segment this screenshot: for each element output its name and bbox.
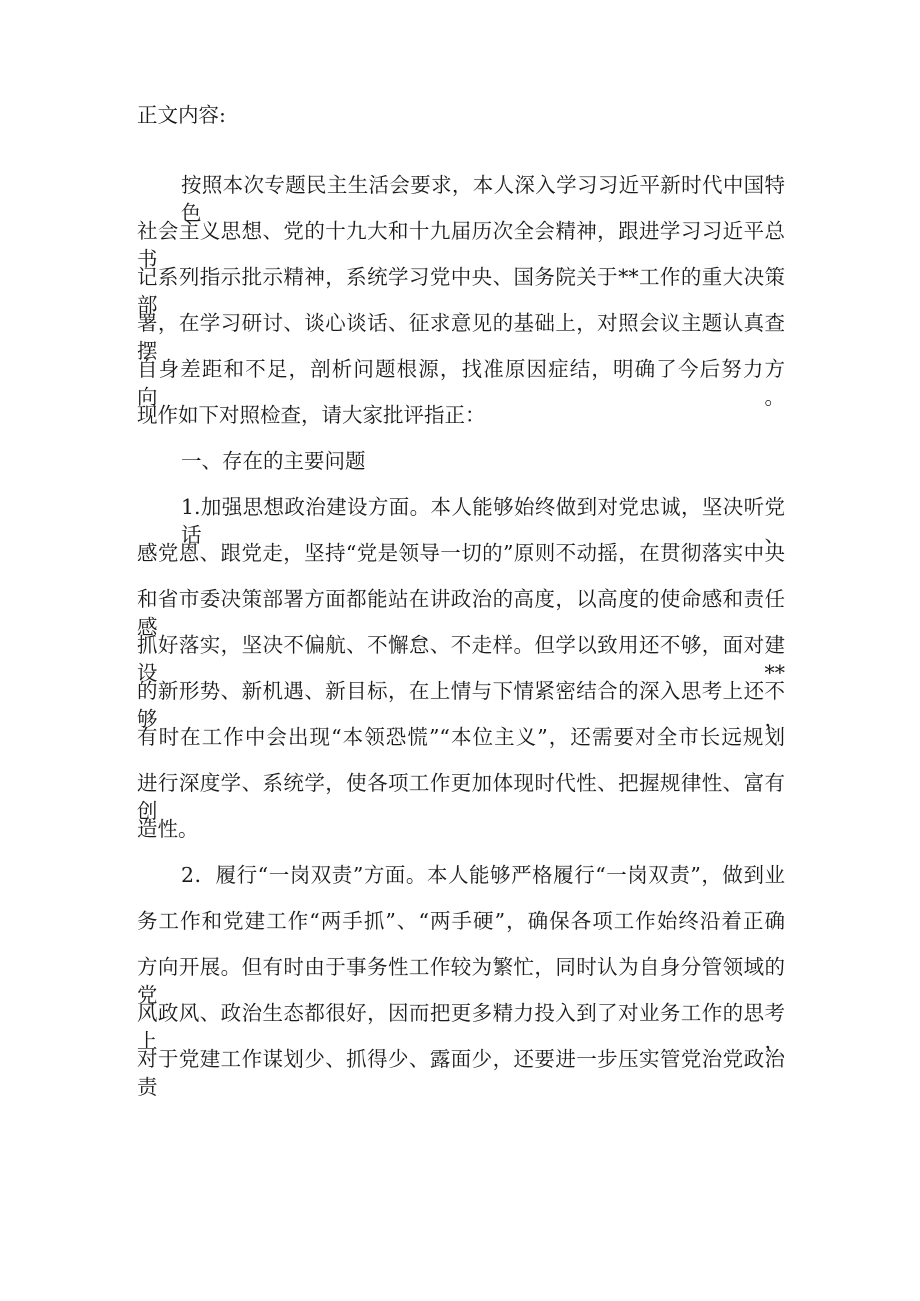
item1-line-5: 的新形势、新机遇、新目标，在上情与下情紧密结合的深入思考上还不够，: [137, 679, 785, 731]
item1-line-4: 抓好落实，坚决不偏航、不懈怠、不走样。但学以致用还不够，面对建设**: [137, 633, 785, 685]
intro-line-1: 按照本次专题民主生活会要求，本人深入学习习近平新时代中国特色: [181, 173, 785, 225]
item2-line-1: 2．履行“一岗双责”方面。本人能够严格履行“一岗双责”，做到业: [181, 863, 785, 887]
intro-line-6: 现作如下对照检查，请大家批评指正：: [137, 403, 486, 427]
item2-line-2: 务工作和党建工作“两手抓”、“两手硬”，确保各项工作始终沿着正确: [137, 909, 785, 933]
intro-line-3: 记系列指示批示精神，系统学习党中央、国务院关于**工作的重大决策部: [137, 265, 785, 317]
item1-line-2: 感党恩、跟党走，坚持“党是领导一切的”原则不动摇，在贯彻落实中央: [137, 541, 785, 565]
section-heading: 一、存在的主要问题: [181, 449, 366, 473]
item2-line-3: 方向开展。但有时由于事务性工作较为繁忙，同时认为自身分管领域的党: [137, 955, 785, 1007]
intro-line-2: 社会主义思想、党的十九大和十九届历次全会精神，跟进学习习近平总书: [137, 219, 785, 271]
item1-line-1: 1.加强思想政治建设方面。本人能够始终做到对党忠诚，坚决听党话、: [181, 495, 785, 547]
item2-line-5: 对于党建工作谋划少、抓得少、露面少，还要进一步压实管党治党政治责: [137, 1047, 785, 1099]
intro-line-4: 署，在学习研讨、谈心谈话、征求意见的基础上，对照会议主题认真查摆: [137, 311, 785, 363]
intro-line-5: 自身差距和不足，剖析问题根源，找准原因症结，明确了今后努力方向。: [137, 357, 785, 409]
item1-line-7: 进行深度学、系统学，使各项工作更加体现时代性、把握规律性、富有创: [137, 771, 785, 823]
item1-line-3: 和省市委决策部署方面都能站在讲政治的高度，以高度的使命感和责任感: [137, 587, 785, 639]
item2-line-4: 风政风、政治生态都很好，因而把更多精力投入到了对业务工作的思考上，: [137, 1001, 785, 1053]
item1-line-8: 造性。: [137, 817, 199, 841]
document-label: 正文内容:: [137, 103, 226, 127]
item1-line-6: 有时在工作中会出现“本领恐慌”“本位主义”，还需要对全市长远规划: [137, 725, 785, 749]
